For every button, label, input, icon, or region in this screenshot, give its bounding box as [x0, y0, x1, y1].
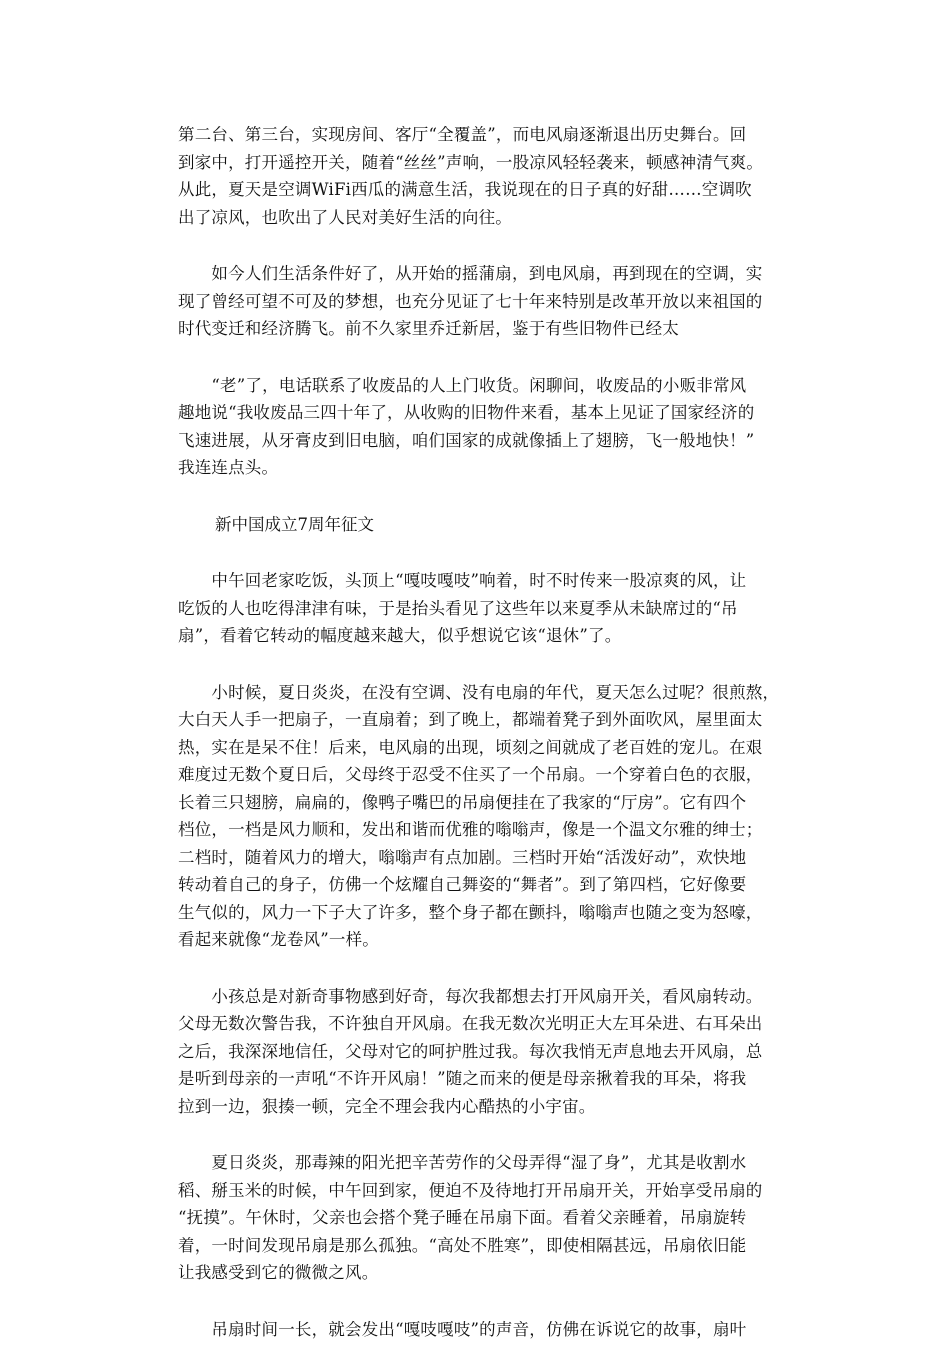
text-line: 大白天人手一把扇子，一直扇着；到了晚上，都端着凳子到外面吹风，屋里面太: [178, 710, 763, 729]
text-line: 转动着自己的身子，仿佛一个炫耀自己舞姿的“舞者”。到了第四档，它好像要: [178, 875, 747, 894]
paragraph: [178, 260, 780, 343]
text-line: 稻、掰玉米的时候，中午回到家，便迫不及待地打开吊扇开关，开始享受吊扇的: [178, 1180, 763, 1200]
text-line: 现了曾经可望不可及的梦想，也充分见证了七十年来特别是改革开放以来祖国的: [178, 291, 763, 311]
text-line: 看起来就像“龙卷风”一样。: [178, 930, 379, 949]
paragraph: [178, 372, 780, 482]
text-line: 之后，我深深地信任，父母对它的呵护胜过我。每次我悄无声息地去开风扇，总: [178, 1041, 763, 1061]
section-heading: 新中国成立7周年征文: [215, 514, 374, 534]
text-line: 夏日炎炎，那毒辣的阳光把辛苦劳作的父母弄得“湿了身”，尤其是收割水: [178, 1153, 747, 1172]
text-line: 是听到母亲的一声吼“不许开风扇！”随之而来的便是母亲揪着我的耳朵，将我: [178, 1069, 747, 1088]
text-line: 档位，一档是风力顺和，发出和谐而优雅的嗡嗡声，像是一个温文尔雅的绅士；: [178, 820, 763, 839]
text-line: 小时候，夏日炎炎，在没有空调、没有电扇的年代，夏天怎么过呢？很煎熬，: [178, 682, 780, 702]
text-line: 吊扇时间一长，就会发出“嘎吱嘎吱”的声音，仿佛在诉说它的故事，扇叶: [178, 1319, 747, 1339]
text-line: 二档时，随着风力的增大，嗡嗡声有点加剧。三档时开始“活泼好动”，欢快地: [178, 847, 747, 867]
text-line: 难度过无数个夏日后，父母终于忍受不住买了一个吊扇。一个穿着白色的衣服，: [178, 765, 763, 784]
paragraph: [178, 121, 780, 231]
text-line: 吃饭的人也吃得津津有味，于是抬头看见了这些年以来夏季从未缺席过的“吊: [178, 598, 738, 618]
text-line: 出了凉风，也吹出了人民对美好生活的向往。: [178, 207, 512, 227]
text-line: 小孩总是对新奇事物感到好奇，每次我都想去打开风扇开关，看风扇转动。: [178, 986, 763, 1006]
text-line: 时代变迁和经济腾飞。前不久家里乔迁新居，鉴于有些旧物件已经太: [178, 319, 679, 338]
text-line: 生气似的，风力一下子大了许多，整个身子都在颤抖，嗡嗡声也随之变为怒嚎，: [178, 902, 763, 922]
text-line: “抚摸”。午休时，父亲也会搭个凳子睡在吊扇下面。看着父亲睡着，吊扇旋转: [178, 1208, 747, 1227]
paragraph: [178, 1316, 780, 1344]
text-line: 飞速进展，从牙膏皮到旧电脑，咱们国家的成就像插上了翅膀，飞一般地快！”: [178, 430, 755, 450]
text-line: 长着三只翅膀，扁扁的，像鸭子嘴巴的吊扇便挂在了我家的“厅房”。它有四个: [178, 792, 747, 812]
text-line: 中午回老家吃饭，头顶上“嘎吱嘎吱”响着，时不时传来一股凉爽的风，让: [178, 571, 747, 590]
text-line: 热，实在是呆不住！后来，电风扇的出现，顷刻之间就成了老百姓的宠儿。在艰: [178, 737, 763, 757]
text-line: 如今人们生活条件好了，从开始的摇蒲扇，到电风扇，再到现在的空调，实: [178, 264, 763, 283]
text-line: 从此，夏天是空调WiFi西瓜的满意生活，我说现在的日子真的好甜……空调吹: [178, 180, 752, 199]
paragraph: [178, 1149, 780, 1287]
text-line: 父母无数次警告我，不许独自开风扇。在我无数次光明正大左耳朵进、右耳朵出: [178, 1014, 763, 1033]
text-line: 拉到一边，狠揍一顿，完全不理会我内心酷热的小宇宙。: [178, 1096, 596, 1116]
text-line: 第二台、第三台，实现房间、客厅“全覆盖”，而电风扇逐渐退出历史舞台。回: [178, 125, 747, 144]
text-line: 扇”，看着它转动的幅度越来越大，似乎想说它该“退休”了。: [178, 626, 622, 645]
paragraph: [178, 567, 780, 650]
paragraph: [178, 679, 780, 954]
text-line: 让我感受到它的微微之风。: [178, 1263, 379, 1282]
text-line: 我连连点头。: [178, 458, 279, 477]
text-line: 到家中，打开遥控开关，随着“丝丝”声响，一股凉风轻轻袭来，顿感神清气爽。: [178, 152, 764, 172]
document-body: [178, 121, 780, 1372]
text-line: 着，一时间发现吊扇是那么孤独。“高处不胜寒”，即使相隔甚远，吊扇依旧能: [178, 1235, 747, 1255]
text-line: 趣地说“我收废品三四十年了，从收购的旧物件来看，基本上见证了国家经济的: [178, 403, 755, 422]
paragraph: [178, 983, 780, 1121]
text-line: “老”了，电话联系了收废品的人上门收货。闲聊间，收废品的小贩非常风: [178, 375, 747, 395]
